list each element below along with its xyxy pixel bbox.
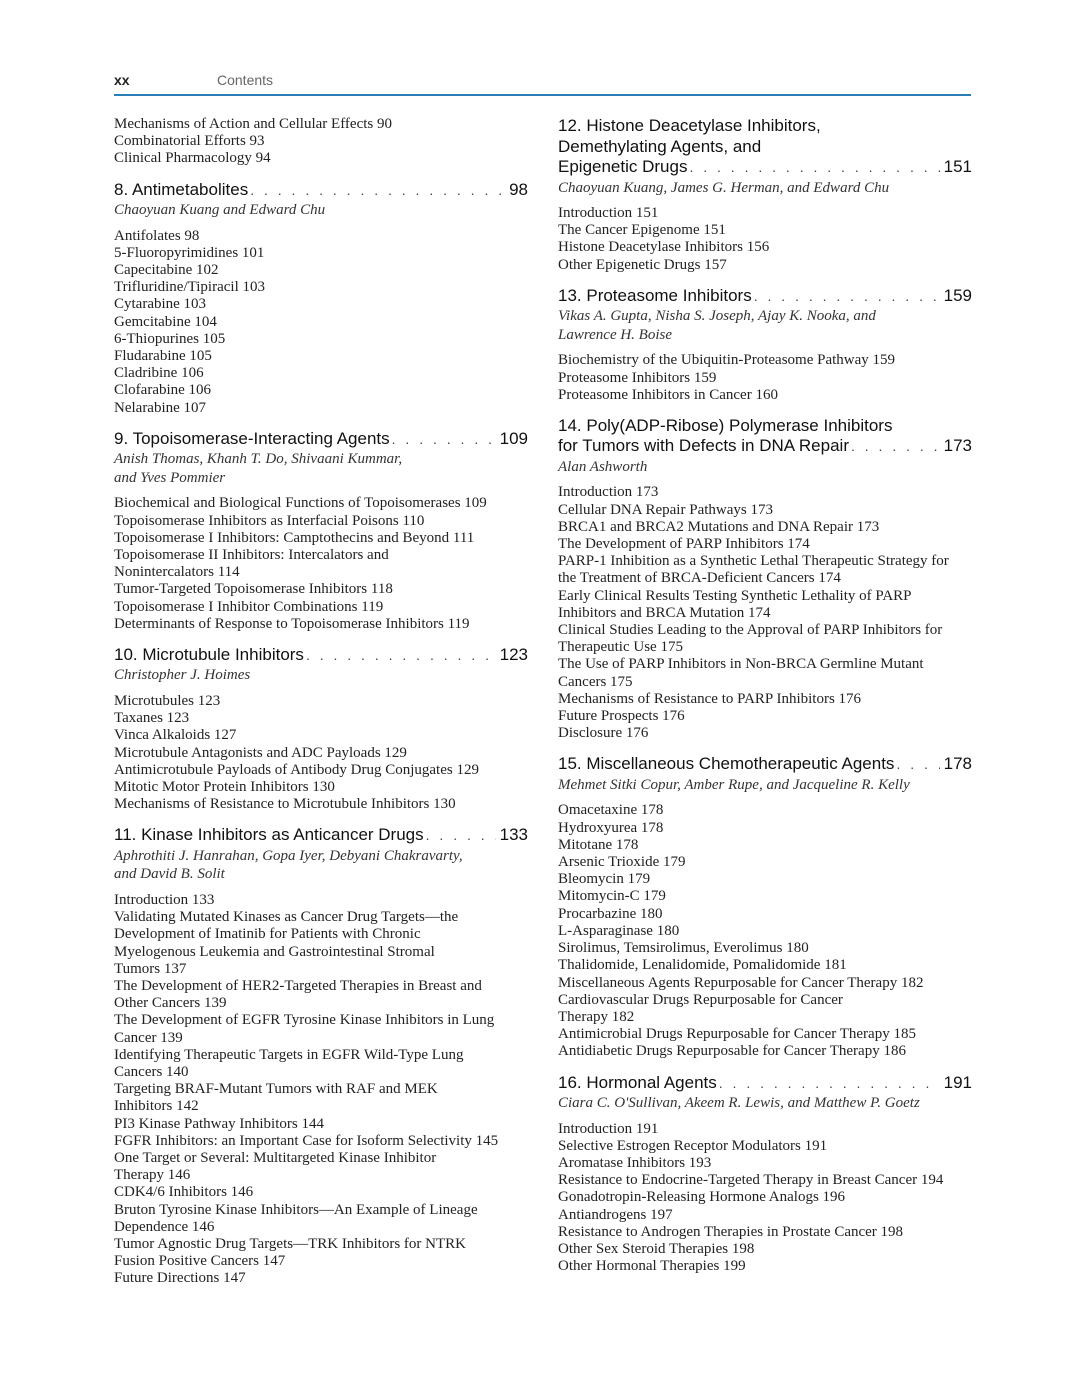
toc-entry[interactable] [558, 536, 972, 553]
toc-entry-line: Gonadotropin-Releasing Hormone Analogs 196 [558, 1189, 846, 1206]
toc-entries [114, 693, 528, 813]
toc-entry-line: Other Epigenetic Drugs 157 [558, 256, 727, 273]
toc-entry[interactable] [114, 978, 528, 1012]
toc-entries [558, 484, 972, 742]
toc-entry[interactable] [558, 502, 972, 519]
toc-entry[interactable] [558, 519, 972, 536]
chapter-title-last-line [558, 1073, 972, 1094]
toc-entry-line: The Development of PARP Inhibitors 174 [558, 536, 810, 553]
toc-entry-line: Topoisomerase I Inhibitors: Camptothecins and Beyond 111 [114, 529, 475, 546]
toc-entry[interactable] [114, 530, 528, 547]
chapter-page-number: 173 [943, 436, 972, 456]
author-line: Vikas A. Gupta, Nisha S. Joseph, Ajay K. Nooka, and [558, 308, 876, 325]
toc-entry-line: The Development of EGFR Tyrosine Kinase Inhibitors in Lung [114, 1012, 495, 1029]
toc-section [558, 416, 972, 743]
author-line: and David B. Solit [114, 866, 225, 883]
toc-entry-line: Antidiabetic Drugs Repurposable for Cancer Therapy 186 [558, 1043, 906, 1060]
toc-entry-line: Other Sex Steroid Therapies 198 [558, 1240, 755, 1257]
toc-entries [114, 228, 528, 417]
toc-entry-line: Clinical Studies Leading to the Approval of PARP Inhibitors for [558, 622, 943, 639]
author-line: Anish Thomas, Khanh T. Do, Shivaani Kummar, [114, 451, 403, 468]
toc-entry[interactable] [114, 331, 528, 348]
author-line: and Yves Pommier [114, 469, 226, 486]
toc-entry-line: Early Clinical Results Testing Synthetic Lethality of PARP [558, 587, 912, 604]
left-column [114, 116, 528, 1300]
toc-entry[interactable] [558, 854, 972, 871]
toc-entry[interactable] [114, 245, 528, 262]
toc-entry-line: 6-Thiopurines 105 [114, 330, 226, 347]
toc-entries [558, 205, 972, 274]
toc-section [114, 645, 528, 813]
right-column [558, 116, 972, 1287]
toc-entry-line: Introduction 173 [558, 484, 659, 501]
toc-entry-line: Dependence 146 [114, 1218, 215, 1235]
toc-entry[interactable] [558, 906, 972, 923]
toc-entry[interactable] [558, 352, 972, 369]
toc-entry-line: Biochemistry of the Ubiquitin-Proteasome Pathway 159 [558, 352, 896, 369]
toc-entry-line: Sirolimus, Temsirolimus, Everolimus 180 [558, 940, 809, 957]
toc-entry[interactable] [114, 1184, 528, 1201]
toc-entry-line: Tumor-Targeted Topoisomerase Inhibitors 118 [114, 581, 393, 598]
toc-entry[interactable] [114, 1133, 528, 1150]
chapter-title-last-line [558, 286, 972, 307]
toc-entry-line: Resistance to Endocrine-Targeted Therapy in Breast Cancer 194 [558, 1172, 944, 1189]
toc-entry[interactable] [114, 1236, 528, 1270]
chapter-title[interactable] [558, 1073, 972, 1094]
toc-entry[interactable] [114, 581, 528, 598]
toc-section [114, 429, 528, 633]
author-line: Alan Ashworth [558, 458, 648, 475]
toc-entry-line: CDK4/6 Inhibitors 146 [114, 1184, 254, 1201]
chapter-page-number: 133 [499, 825, 528, 845]
toc-entry-line: Capecitabine 102 [114, 262, 219, 279]
continued-entries [114, 116, 528, 168]
toc-entry-line: Determinants of Response to Topoisomerase Inhibitors 119 [114, 615, 470, 632]
toc-entry[interactable] [558, 1138, 972, 1155]
toc-entry[interactable] [558, 553, 972, 587]
toc-entry-line: Introduction 151 [558, 205, 659, 221]
toc-section [558, 286, 972, 404]
toc-entry[interactable] [558, 871, 972, 888]
chapter-title-text: 9. Topoisomerase-Interacting Agents [114, 428, 390, 448]
toc-entry[interactable] [558, 1258, 972, 1275]
toc-entry[interactable] [558, 888, 972, 905]
chapter-page-number: 123 [499, 644, 528, 664]
toc-entry-line: Bleomycin 179 [558, 871, 651, 888]
chapter-title[interactable] [114, 645, 528, 666]
toc-entry-line: Therapeutic Use 175 [558, 639, 683, 656]
toc-entry[interactable] [114, 693, 528, 710]
toc-entry-line: Taxanes 123 [114, 710, 190, 727]
chapter-title[interactable] [558, 116, 972, 178]
toc-entry-line: Cancers 175 [558, 673, 633, 690]
chapter-page-number: 109 [499, 428, 528, 448]
toc-entry[interactable] [558, 691, 972, 708]
toc-entry-line: PI3 Kinase Pathway Inhibitors 144 [114, 1115, 324, 1132]
chapter-authors [114, 847, 528, 884]
toc-entry[interactable] [114, 909, 528, 978]
toc-entry[interactable] [558, 820, 972, 837]
toc-entry-line: Cladribine 106 [114, 365, 204, 382]
toc-entry[interactable] [114, 382, 528, 399]
toc-entry[interactable] [558, 725, 972, 742]
toc-entry-line: Cardiovascular Drugs Repurposable for Cancer [558, 991, 843, 1008]
toc-entry[interactable] [114, 495, 528, 512]
toc-entry-line: Cytarabine 103 [114, 296, 207, 313]
toc-entry-line: Gemcitabine 104 [114, 313, 217, 330]
toc-entry-line: Mitotic Motor Protein Inhibitors 130 [114, 778, 335, 795]
author-line: Mehmet Sitki Copur, Amber Rupe, and Jacqueline R. Kelly [558, 776, 910, 793]
chapter-title-line: 12. Histone Deacetylase Inhibitors, [558, 116, 821, 135]
chapter-title-last-line [558, 436, 972, 457]
toc-entry[interactable] [114, 1047, 528, 1081]
toc-entry-line: Future Directions 147 [114, 1270, 246, 1287]
toc-entry-line: Tumors 137 [114, 960, 187, 977]
toc-entry-line: Therapy 146 [114, 1167, 191, 1184]
chapter-title-text: 8. Antimetabolites [114, 179, 249, 199]
toc-entry-line: Development of Imatinib for Patients with Chronic [114, 926, 421, 943]
chapter-title[interactable] [114, 825, 528, 846]
toc-entry[interactable] [558, 257, 972, 274]
chapter-authors [114, 201, 528, 220]
toc-entry-line: The Cancer Epigenome 151 [558, 222, 726, 239]
toc-entry-line: PARP-1 Inhibition as a Synthetic Lethal Therapeutic Strategy for [558, 553, 949, 570]
toc-section [558, 754, 972, 1060]
toc-entry[interactable] [114, 1150, 528, 1184]
toc-entry[interactable] [558, 656, 972, 690]
toc-entry[interactable] [114, 1081, 528, 1115]
toc-entry-line: Antifolates 98 [114, 227, 200, 244]
toc-entry-line: Myelogenous Leukemia and Gastrointestinal Stromal [114, 943, 435, 960]
toc-entry-line: Histone Deacetylase Inhibitors 156 [558, 239, 770, 256]
toc-entry: Mechanisms of Action and Cellular Effects 90 [114, 116, 392, 132]
toc-entry[interactable] [114, 1202, 528, 1236]
page-header [114, 70, 971, 96]
toc-entry[interactable] [558, 975, 972, 992]
chapter-title-line: 14. Poly(ADP-Ribose) Polymerase Inhibitors [558, 415, 893, 435]
chapter-title-line: Demethylating Agents, and [558, 136, 762, 156]
chapter-authors [558, 179, 972, 198]
toc-entry-line: Aromatase Inhibitors 193 [558, 1154, 712, 1171]
toc-entry[interactable] [558, 1121, 972, 1138]
toc-entry-line: One Target or Several: Multitargeted Kinase Inhibitor [114, 1149, 437, 1166]
chapter-title-text: 11. Kinase Inhibitors as Anticancer Drugs [114, 825, 424, 845]
chapter-authors [114, 666, 528, 685]
toc-entry-line: Proteasome Inhibitors 159 [558, 369, 717, 386]
toc-entry[interactable] [558, 957, 972, 974]
chapter-title-last-line [558, 754, 972, 775]
chapter-title[interactable] [558, 286, 972, 307]
toc-entry[interactable] [558, 239, 972, 256]
leader-dots [754, 286, 940, 307]
toc-entry[interactable] [558, 222, 972, 239]
toc-entry[interactable] [114, 400, 528, 417]
toc-entry-line: Cancer 139 [114, 1029, 183, 1046]
toc-entry[interactable] [114, 1116, 528, 1133]
toc-entry[interactable] [558, 923, 972, 940]
toc-entry-line: Topoisomerase I Inhibitor Combinations 119 [114, 598, 384, 615]
toc-entry[interactable] [558, 484, 972, 501]
leader-dots [719, 1073, 940, 1094]
toc-entry[interactable] [558, 992, 972, 1026]
chapter-authors [114, 450, 528, 487]
author-line: Christopher J. Hoimes [114, 667, 251, 684]
toc-entry-line: Topoisomerase II Inhibitors: Intercalators and [114, 546, 389, 563]
toc-section [114, 180, 528, 417]
toc-entry-line: Resistance to Androgen Therapies in Prostate Cancer 198 [558, 1223, 904, 1240]
toc-entry-line: Cancers 140 [114, 1063, 189, 1080]
toc-entry[interactable] [558, 1043, 972, 1060]
toc-entry[interactable] [558, 708, 972, 725]
toc-entry-line: Thalidomide, Lenalidomide, Pomalidomide 181 [558, 957, 847, 974]
toc-entry-line: L-Asparaginase 180 [558, 922, 680, 939]
toc-entries [558, 352, 972, 404]
toc-entry[interactable] [558, 387, 972, 404]
toc-entry-line: Therapy 182 [558, 1008, 635, 1025]
toc-section [558, 116, 972, 274]
chapter-title-text: for Tumors with Defects in DNA Repair [558, 436, 849, 456]
toc-entry[interactable] [114, 513, 528, 530]
toc-entry-line: Selective Estrogen Receptor Modulators 191 [558, 1137, 828, 1154]
toc-entry-line: Introduction 133 [114, 891, 215, 908]
toc-section [558, 1073, 972, 1276]
toc-entry[interactable] [558, 1189, 972, 1206]
toc-entry-line: FGFR Inhibitors: an Important Case for Isoform Selectivity 145 [114, 1132, 499, 1149]
toc-entry-line: Trifluridine/Tipiracil 103 [114, 279, 265, 296]
toc-entry[interactable] [114, 348, 528, 365]
toc-entry[interactable] [114, 599, 528, 616]
chapter-title-last-line [114, 429, 528, 450]
toc-entry-line: Mitotane 178 [558, 836, 639, 853]
chapter-title-last-line [114, 825, 528, 846]
toc-entry-line: Bruton Tyrosine Kinase Inhibitors—An Example of Lineage [114, 1201, 478, 1218]
chapter-page-number: 98 [509, 179, 528, 199]
toc-entry-line: Mechanisms of Resistance to Microtubule Inhibitors 130 [114, 796, 456, 813]
toc-entries [558, 802, 972, 1060]
toc-entry-line: Inhibitors 142 [114, 1098, 199, 1115]
toc-entry: Clinical Pharmacology 94 [114, 150, 271, 167]
toc-entry-line: Omacetaxine 178 [558, 802, 664, 819]
toc-entry[interactable] [114, 710, 528, 727]
chapter-authors [558, 307, 972, 344]
toc-entry[interactable] [558, 837, 972, 854]
leader-dots [426, 825, 496, 846]
toc-entry-line: Microtubules 123 [114, 692, 221, 709]
toc-entry-line: Fusion Positive Cancers 147 [114, 1253, 286, 1270]
toc-entry[interactable] [114, 1012, 528, 1046]
chapter-authors [558, 458, 972, 477]
toc-entry-line: Other Hormonal Therapies 199 [558, 1258, 746, 1275]
toc-entry-line: Introduction 191 [558, 1120, 659, 1137]
toc-entry-line: Nelarabine 107 [114, 399, 207, 416]
toc-entry[interactable] [114, 796, 528, 813]
toc-entry-line: Topoisomerase Inhibitors as Interfacial Poisons 110 [114, 512, 425, 529]
toc-entry-line: Tumor Agnostic Drug Targets—TRK Inhibitors for NTRK [114, 1235, 467, 1252]
chapter-authors [558, 776, 972, 795]
chapter-title[interactable] [114, 180, 528, 201]
toc-entry[interactable] [558, 622, 972, 656]
toc-entry-line: Nonintercalators 114 [114, 564, 240, 581]
toc-entry[interactable] [558, 1155, 972, 1172]
toc-entry-line: 5-Fluoropyrimidines 101 [114, 244, 265, 261]
toc-entry[interactable] [114, 262, 528, 279]
toc-entry-line: Disclosure 176 [558, 725, 649, 742]
toc-entry[interactable] [114, 745, 528, 762]
chapter-title[interactable] [114, 429, 528, 450]
chapter-title-last-line [558, 157, 972, 178]
toc-entry-line: Mitomycin-C 179 [558, 888, 666, 905]
toc-entry-line: Biochemical and Biological Functions of Topoisomerases 109 [114, 495, 487, 512]
toc-entry[interactable] [558, 1026, 972, 1043]
chapter-title-text: Epigenetic Drugs [558, 157, 688, 176]
toc-entry-line: Miscellaneous Agents Repurposable for Cancer Therapy 182 [558, 974, 924, 991]
toc-entry-line: Cellular DNA Repair Pathways 173 [558, 501, 773, 518]
toc-entry-line: Targeting BRAF-Mutant Tumors with RAF and MEK [114, 1081, 438, 1098]
toc-entries [114, 892, 528, 1288]
toc-entry-line: The Use of PARP Inhibitors in Non-BRCA Germline Mutant [558, 656, 924, 673]
chapter-page-number: 151 [943, 157, 972, 176]
toc-entry-line: Antimicrotubule Payloads of Antibody Drug Conjugates 129 [114, 761, 479, 778]
toc-entry[interactable] [114, 762, 528, 779]
toc-entry[interactable] [558, 588, 972, 622]
toc-entry-line: Validating Mutated Kinases as Cancer Drug Targets—the [114, 909, 459, 926]
toc-entry-line: Antiandrogens 197 [558, 1206, 673, 1223]
toc-entry[interactable] [114, 616, 528, 633]
author-line: Ciara C. O'Sullivan, Akeem R. Lewis, and Matthew P. Goetz [558, 1095, 920, 1112]
toc-entry-line: The Development of HER2-Targeted Therapies in Breast and [114, 977, 482, 994]
leader-dots [392, 429, 496, 450]
toc-entries [558, 1121, 972, 1276]
toc-entry[interactable] [114, 296, 528, 313]
toc-entry-line: Mechanisms of Resistance to PARP Inhibitors 176 [558, 690, 862, 707]
toc-entry[interactable] [114, 314, 528, 331]
author-line: Lawrence H. Boise [558, 326, 673, 343]
chapter-title-text: 10. Microtubule Inhibitors [114, 644, 304, 664]
leader-dots [306, 645, 496, 666]
toc-entry-line: Arsenic Trioxide 179 [558, 854, 686, 871]
page-number: xx [114, 72, 130, 88]
toc-entry[interactable] [558, 205, 972, 222]
toc-entry-line: Hydroxyurea 178 [558, 819, 664, 836]
toc-entry[interactable] [558, 1241, 972, 1258]
chapter-page-number: 178 [943, 754, 972, 774]
running-title: Contents [217, 72, 274, 88]
leader-dots [851, 436, 940, 457]
toc-entry-line: Other Cancers 139 [114, 995, 227, 1012]
toc-entry[interactable] [114, 365, 528, 382]
chapter-title[interactable] [558, 754, 972, 775]
chapter-title-text: 15. Miscellaneous Chemotherapeutic Agents [558, 754, 895, 774]
toc-entry-line: the Treatment of BRCA-Deficient Cancers 174 [558, 570, 841, 587]
leader-dots [689, 157, 939, 178]
toc-entry-line: Identifying Therapeutic Targets in EGFR Wild-Type Lung [114, 1046, 464, 1063]
toc-entry-line: Procarbazine 180 [558, 905, 663, 922]
chapter-authors [558, 1094, 972, 1113]
toc-entry[interactable] [114, 779, 528, 796]
toc-entry[interactable] [558, 1172, 972, 1189]
toc-entry-line: Antimicrobial Drugs Repurposable for Cancer Therapy 185 [558, 1026, 916, 1043]
toc-entry-line: Microtubule Antagonists and ADC Payloads 129 [114, 744, 407, 761]
toc-entry[interactable] [114, 547, 528, 581]
toc-entry[interactable] [114, 727, 528, 744]
toc-entry[interactable] [558, 370, 972, 387]
toc-entry[interactable] [558, 1224, 972, 1241]
chapter-title-text: 13. Proteasome Inhibitors [558, 285, 752, 305]
toc-entry[interactable] [114, 892, 528, 909]
toc-entry-line: Clofarabine 106 [114, 382, 212, 399]
author-line: Chaoyuan Kuang and Edward Chu [114, 202, 326, 219]
toc-entry: Combinatorial Efforts 93 [114, 133, 265, 150]
author-line: Aphrothiti J. Hanrahan, Gopa Iyer, Debyani Chakravarty, [114, 847, 463, 864]
toc-entry[interactable] [558, 802, 972, 819]
toc-entry[interactable] [114, 279, 528, 296]
toc-entry-line: Fludarabine 105 [114, 348, 212, 365]
toc-entry[interactable] [114, 1270, 528, 1287]
toc-entry-line: Future Prospects 176 [558, 708, 685, 725]
toc-entry-line: Inhibitors and BRCA Mutation 174 [558, 604, 771, 621]
chapter-title-last-line [114, 645, 528, 666]
leader-dots [896, 754, 939, 775]
toc-entry-line: BRCA1 and BRCA2 Mutations and DNA Repair 173 [558, 518, 880, 535]
toc-entry[interactable] [558, 1207, 972, 1224]
toc-section [114, 825, 528, 1287]
chapter-page-number: 191 [943, 1072, 972, 1092]
toc-entry-line: Proteasome Inhibitors in Cancer 160 [558, 386, 778, 403]
toc-entry[interactable] [558, 940, 972, 957]
chapter-page-number: 159 [943, 285, 972, 305]
toc-entry[interactable] [114, 228, 528, 245]
chapter-title-last-line [114, 180, 528, 201]
author-line: Chaoyuan Kuang, James G. Herman, and Edward Chu [558, 179, 890, 196]
chapter-title[interactable] [558, 416, 972, 457]
toc-entries [114, 495, 528, 633]
toc-entry-line: Vinca Alkaloids 127 [114, 727, 237, 744]
chapter-title-text: 16. Hormonal Agents [558, 1072, 717, 1092]
leader-dots [250, 180, 505, 201]
